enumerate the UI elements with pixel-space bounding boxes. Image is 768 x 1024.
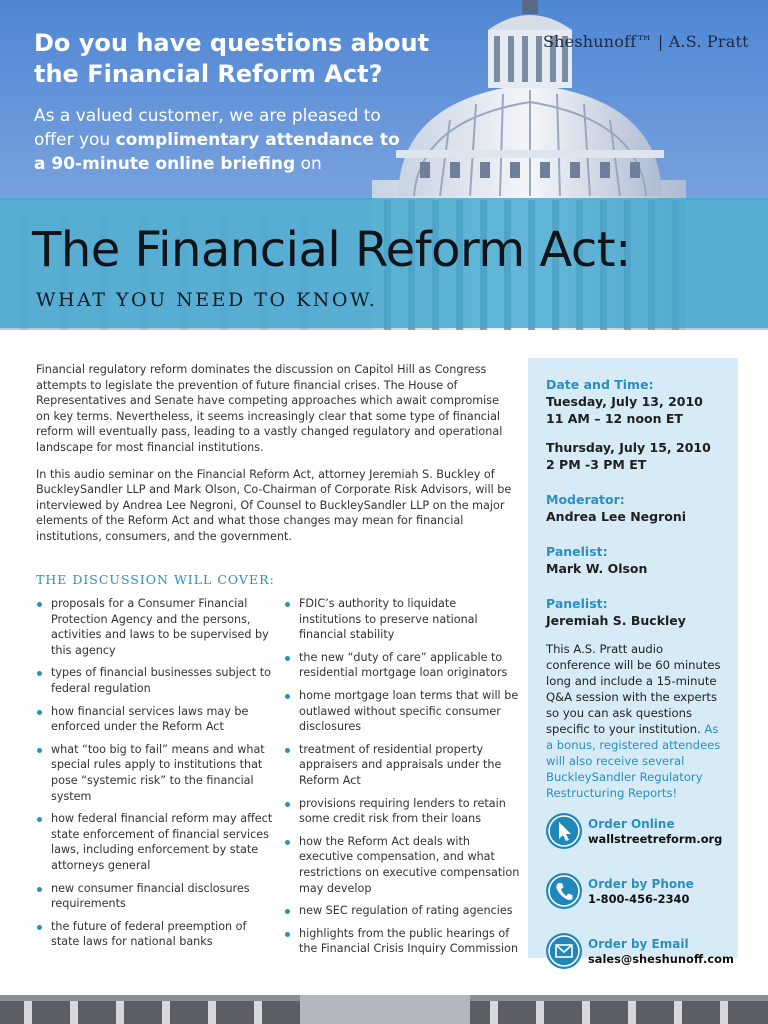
conference-description [546,641,722,801]
list-item: how the Reform Act deals with executive compensation, and what restrictions on executive compensation may develop [284,834,520,896]
footer-building-image [0,995,768,1024]
headline-question: Do you have questions about the Financial Reform Act? [34,29,430,88]
moderator-name: Andrea Lee Negroni [546,509,687,524]
cursor-icon [546,813,582,849]
panelist-2-name: Jeremiah S. Buckley [546,613,686,628]
order-phone-number[interactable]: 1-800-456-2340 [588,892,690,906]
list-item: proposals for a Consumer Financial Protection Agency and the persons, activities and laws to be supervised by this agency [36,596,274,658]
list-item: FDIC’s authority to liquidate institutions to preserve national financial stability [284,596,520,643]
discussion-list-left [36,596,274,957]
list-item: new SEC regulation of rating agencies [284,903,520,919]
offer-highlight: complimentary attendance to a 90-minute online briefing [34,130,400,174]
time-2: 2 PM -3 PM ET [546,457,647,472]
time-1: 11 AM – 12 noon ET [546,411,683,426]
envelope-icon [546,933,582,969]
bonus-text: As a bonus, registered attendees will also receive several BuckleySandler Regulatory Restructuring Reports! [546,722,721,800]
order-phone-label: Order by Phone [588,877,694,891]
hero-banner [0,0,768,330]
order-online-label: Order Online [588,817,675,831]
panelist-2-label: Panelist: [546,596,608,611]
discussion-heading: THE DISCUSSION WILL COVER: [36,572,275,587]
order-online[interactable] [546,813,722,861]
offer-text [34,104,414,176]
list-item: provisions requiring lenders to retain some credit risk from their loans [284,796,520,827]
list-item: the new “duty of care” applicable to residential mortgage loan originators [284,650,520,681]
list-item: highlights from the public hearings of the Financial Crisis Inquiry Commission [284,926,520,957]
date-time-label: Date and Time: [546,377,654,392]
panelist-1-label: Panelist: [546,544,608,559]
list-item: what “too big to fail” means and what special rules apply to institutions that pose “systemic risk” to the financial system [36,742,274,804]
list-item: types of financial businesses subject to federal regulation [36,665,274,696]
conference-body: This A.S. Pratt audio conference will be 60 minutes long and include a 15-minute Q&A session with the experts so you can ask questions specific to your institution. [546,642,721,736]
offer-tail: on [295,154,322,174]
date-2: Thursday, July 15, 2010 [546,440,711,455]
page-title: The Financial Reform Act: [32,222,631,278]
order-email-label: Order by Email [588,937,689,951]
list-item: home mortgage loan terms that will be outlawed without specific consumer disclosures [284,688,520,735]
intro-text [36,362,516,556]
moderator-label: Moderator: [546,492,625,507]
event-info-panel [528,358,738,966]
list-item: treatment of residential property appraisers and appraisals under the Reform Act [284,742,520,789]
brand-logo: Sheshunoff™ | A.S. Pratt [543,32,749,51]
list-item: how federal financial reform may affect state enforcement of financial services laws, including enforcement by state attorneys general [36,811,274,873]
phone-icon [546,873,582,909]
list-item: new consumer financial disclosures requirements [36,881,274,912]
page-subtitle: WHAT YOU NEED TO KNOW. [36,289,378,311]
date-1: Tuesday, July 13, 2010 [546,394,703,409]
offer-lead: As a valued customer, we are pleased to offer you [34,106,381,150]
order-phone[interactable] [546,873,722,921]
list-item: the future of federal preemption of state laws for national banks [36,919,274,950]
list-item: how financial services laws may be enforced under the Reform Act [36,704,274,735]
panelist-1-name: Mark W. Olson [546,561,648,576]
order-online-link[interactable]: wallstreetreform.org [588,832,723,846]
order-email[interactable] [546,933,734,981]
order-email-address[interactable]: sales@sheshunoff.com [588,952,734,966]
intro-paragraph-2: In this audio seminar on the Financial Reform Act, attorney Jeremiah S. Buckley of BuckleySandler LLP and Mark Olson, Co-Chairman of Corporate Risk Advisors, will be interviewed by Andrea Lee Negroni, Of Counsel to BuckleySandler LLP on the major elements of the Reform Act and what those changes may mean for financial institutions, consumers, and the government. [36,467,512,543]
discussion-list-right [284,596,520,964]
intro-paragraph-1: Financial regulatory reform dominates the discussion on Capitol Hill as Congress attempts to legislate the prevention of future financial crises. The House of Representatives and Senate have competing approaches which await compromise on key terms. Nevertheless, it seems increasingly clear that some type of financial reform will eventually pass, leading to a vastly changed regulatory and operational landscape for most financial institutions. [36,363,503,454]
